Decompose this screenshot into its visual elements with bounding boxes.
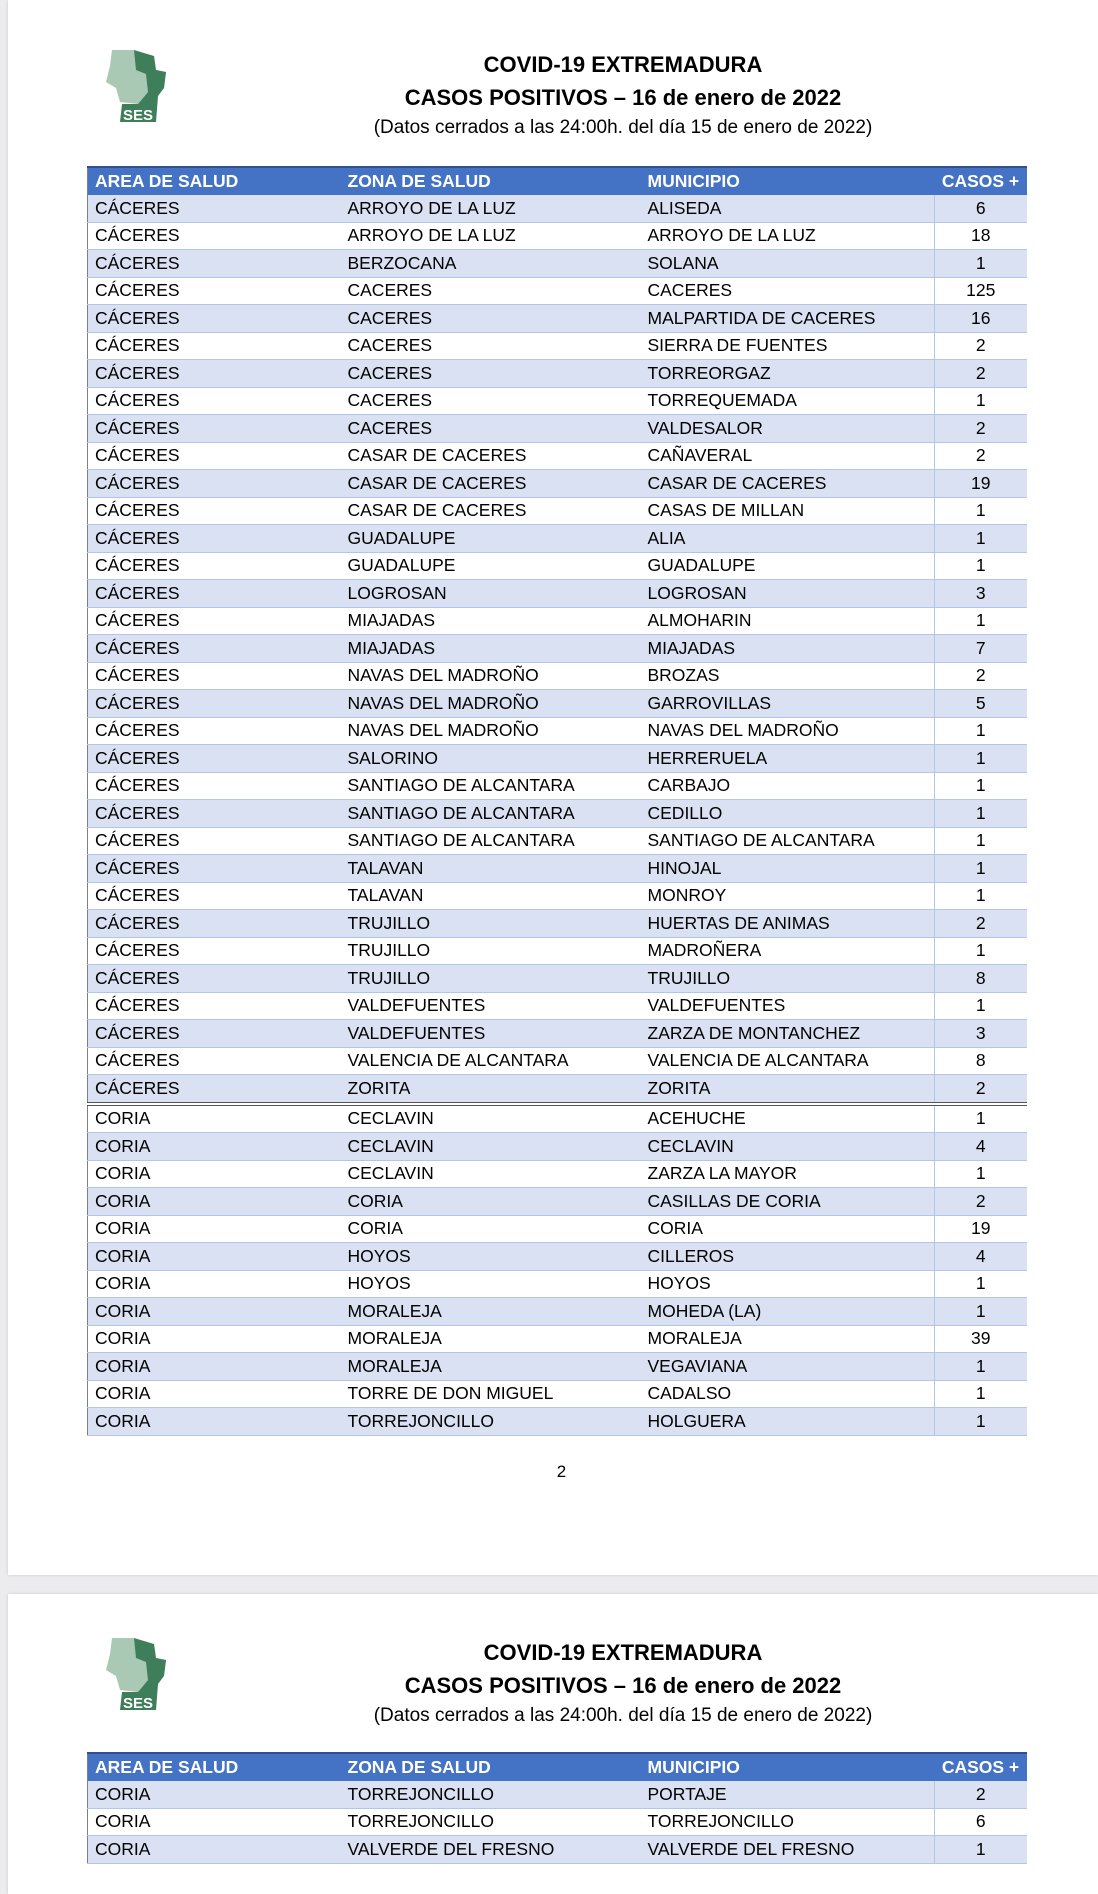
table-row — [88, 1298, 1027, 1326]
cell-area-de-salud: CÁCERES — [88, 635, 341, 663]
cell-casos: 2 — [935, 332, 1027, 360]
cell-casos: 1 — [935, 772, 1027, 800]
cell-municipio: ALMOHARIN — [641, 607, 935, 635]
cell-municipio: CASILLAS DE CORIA — [641, 1188, 935, 1216]
cell-zona-de-salud: SALORINO — [341, 745, 641, 773]
column-header-casos: CASOS + — [935, 1753, 1027, 1781]
cell-area-de-salud: CÁCERES — [88, 387, 341, 415]
cell-zona-de-salud: CACERES — [341, 332, 641, 360]
cell-municipio: ZARZA DE MONTANCHEZ — [641, 1020, 935, 1048]
cell-casos: 6 — [935, 195, 1027, 222]
cell-casos: 2 — [935, 415, 1027, 443]
cell-area-de-salud: CORIA — [88, 1270, 341, 1298]
cell-zona-de-salud: MORALEJA — [341, 1325, 641, 1353]
cell-area-de-salud: CÁCERES — [88, 690, 341, 718]
cell-zona-de-salud: CECLAVIN — [341, 1104, 641, 1133]
cell-area-de-salud: CORIA — [88, 1298, 341, 1326]
cell-casos: 1 — [935, 882, 1027, 910]
cell-zona-de-salud: VALDEFUENTES — [341, 1020, 641, 1048]
cell-zona-de-salud: MIAJADAS — [341, 635, 641, 663]
table-row — [88, 277, 1027, 305]
document-page-2 — [8, 1594, 1098, 1894]
cell-municipio: TRUJILLO — [641, 965, 935, 993]
cell-zona-de-salud: HOYOS — [341, 1270, 641, 1298]
cell-municipio: MIAJADAS — [641, 635, 935, 663]
cell-casos: 2 — [935, 910, 1027, 938]
table-row — [88, 1781, 1027, 1808]
cell-zona-de-salud: TORREJONCILLO — [341, 1781, 641, 1808]
cell-area-de-salud: CORIA — [88, 1133, 341, 1161]
cell-casos: 19 — [935, 1215, 1027, 1243]
cell-casos: 1 — [935, 387, 1027, 415]
cell-casos: 18 — [935, 222, 1027, 250]
cell-casos: 1 — [935, 1836, 1027, 1864]
cell-zona-de-salud: GUADALUPE — [341, 552, 641, 580]
cell-area-de-salud: CÁCERES — [88, 580, 341, 608]
cell-zona-de-salud: TRUJILLO — [341, 965, 641, 993]
cell-casos: 1 — [935, 937, 1027, 965]
cell-casos: 1 — [935, 1270, 1027, 1298]
cell-zona-de-salud: MIAJADAS — [341, 607, 641, 635]
cell-municipio: GARROVILLAS — [641, 690, 935, 718]
cell-zona-de-salud: ARROYO DE LA LUZ — [341, 195, 641, 222]
table-row — [88, 910, 1027, 938]
cell-area-de-salud: CÁCERES — [88, 442, 341, 470]
table-row — [88, 745, 1027, 773]
table-row — [88, 1075, 1027, 1104]
cell-municipio: GUADALUPE — [641, 552, 935, 580]
cell-area-de-salud: CÁCERES — [88, 360, 341, 388]
document-title: COVID-19 EXTREMADURA — [483, 52, 763, 77]
table-row — [88, 580, 1027, 608]
cell-zona-de-salud: TRUJILLO — [341, 937, 641, 965]
cell-municipio: HOLGUERA — [641, 1408, 935, 1436]
cell-municipio: ACEHUCHE — [641, 1104, 935, 1133]
cell-municipio: CAÑAVERAL — [641, 442, 935, 470]
cell-area-de-salud: CORIA — [88, 1188, 341, 1216]
cell-municipio: MADROÑERA — [641, 937, 935, 965]
cell-zona-de-salud: NAVAS DEL MADROÑO — [341, 717, 641, 745]
cell-casos: 2 — [935, 1781, 1027, 1808]
column-header-area: AREA DE SALUD — [88, 1753, 341, 1781]
cell-zona-de-salud: CORIA — [341, 1188, 641, 1216]
table-row — [88, 772, 1027, 800]
table-row — [88, 662, 1027, 690]
cell-municipio: CEDILLO — [641, 800, 935, 828]
cell-casos: 1 — [935, 1408, 1027, 1436]
document-header — [8, 48, 1098, 141]
table-row — [88, 1353, 1027, 1381]
table-row — [88, 1808, 1027, 1836]
column-header-casos: CASOS + — [935, 167, 1027, 195]
cell-area-de-salud: CÁCERES — [88, 800, 341, 828]
cell-casos: 2 — [935, 360, 1027, 388]
cell-area-de-salud: CÁCERES — [88, 937, 341, 965]
cell-area-de-salud: CÁCERES — [88, 1020, 341, 1048]
cases-table-page-1 — [87, 166, 1027, 1436]
cell-area-de-salud: CORIA — [88, 1325, 341, 1353]
table-row — [88, 332, 1027, 360]
cell-casos: 1 — [935, 1353, 1027, 1381]
cell-casos: 1 — [935, 1160, 1027, 1188]
table-row — [88, 552, 1027, 580]
cell-casos: 1 — [935, 800, 1027, 828]
table-row — [88, 1133, 1027, 1161]
table-row — [88, 1020, 1027, 1048]
svg-text:SES: SES — [122, 1695, 154, 1712]
cell-zona-de-salud: CACERES — [341, 277, 641, 305]
cell-municipio: LOGROSAN — [641, 580, 935, 608]
table-row — [88, 717, 1027, 745]
table-row — [88, 1047, 1027, 1075]
cell-zona-de-salud: NAVAS DEL MADROÑO — [341, 662, 641, 690]
cell-municipio: HINOJAL — [641, 855, 935, 883]
cell-casos: 16 — [935, 305, 1027, 333]
cell-municipio: TORREORGAZ — [641, 360, 935, 388]
cell-casos: 1 — [935, 607, 1027, 635]
table-row — [88, 607, 1027, 635]
table-row — [88, 222, 1027, 250]
document-note: (Datos cerrados a las 24:00h. del día 15 de enero de 2022) — [373, 117, 873, 138]
cell-municipio: SIERRA DE FUENTES — [641, 332, 935, 360]
cell-municipio: PORTAJE — [641, 1781, 935, 1808]
cell-area-de-salud: CÁCERES — [88, 882, 341, 910]
cell-zona-de-salud: CECLAVIN — [341, 1160, 641, 1188]
table-row — [88, 1836, 1027, 1864]
cell-area-de-salud: CÁCERES — [88, 772, 341, 800]
cell-municipio: MALPARTIDA DE CACERES — [641, 305, 935, 333]
column-header-municipio: MUNICIPIO — [641, 1753, 935, 1781]
cell-zona-de-salud: ARROYO DE LA LUZ — [341, 222, 641, 250]
cell-municipio: CACERES — [641, 277, 935, 305]
cell-zona-de-salud: TORREJONCILLO — [341, 1408, 641, 1436]
cell-area-de-salud: CORIA — [88, 1353, 341, 1381]
table-row — [88, 305, 1027, 333]
cell-area-de-salud: CÁCERES — [88, 552, 341, 580]
cell-zona-de-salud: CASAR DE CACERES — [341, 470, 641, 498]
cell-area-de-salud: CÁCERES — [88, 470, 341, 498]
cell-casos: 1 — [935, 1104, 1027, 1133]
cell-area-de-salud: CORIA — [88, 1781, 341, 1808]
cell-zona-de-salud: TALAVAN — [341, 855, 641, 883]
cases-table-page-2 — [87, 1752, 1027, 1864]
cell-casos: 1 — [935, 717, 1027, 745]
document-note: (Datos cerrados a las 24:00h. del día 15 de enero de 2022) — [373, 1705, 873, 1726]
cell-zona-de-salud: CACERES — [341, 387, 641, 415]
table-row — [88, 800, 1027, 828]
cell-area-de-salud: CÁCERES — [88, 332, 341, 360]
cell-zona-de-salud: CACERES — [341, 360, 641, 388]
cell-zona-de-salud: SANTIAGO DE ALCANTARA — [341, 800, 641, 828]
table-row — [88, 1408, 1027, 1436]
cell-casos: 1 — [935, 855, 1027, 883]
cell-zona-de-salud: VALDEFUENTES — [341, 992, 641, 1020]
cell-area-de-salud: CÁCERES — [88, 415, 341, 443]
cell-casos: 19 — [935, 470, 1027, 498]
cell-zona-de-salud: CACERES — [341, 415, 641, 443]
cell-municipio: SOLANA — [641, 250, 935, 278]
cell-casos: 1 — [935, 1298, 1027, 1326]
cell-area-de-salud: CÁCERES — [88, 965, 341, 993]
table-header-row — [88, 167, 1027, 195]
column-header-zona: ZONA DE SALUD — [341, 167, 641, 195]
column-header-area: AREA DE SALUD — [88, 167, 341, 195]
table-row — [88, 1243, 1027, 1271]
cell-area-de-salud: CÁCERES — [88, 910, 341, 938]
table-row — [88, 360, 1027, 388]
table-row — [88, 1104, 1027, 1133]
table-row — [88, 387, 1027, 415]
cell-municipio: VALENCIA DE ALCANTARA — [641, 1047, 935, 1075]
cell-area-de-salud: CÁCERES — [88, 1075, 341, 1104]
table-row — [88, 882, 1027, 910]
cell-municipio: BROZAS — [641, 662, 935, 690]
cell-municipio: CADALSO — [641, 1380, 935, 1408]
cell-area-de-salud: CÁCERES — [88, 277, 341, 305]
cell-zona-de-salud: CASAR DE CACERES — [341, 442, 641, 470]
cell-area-de-salud: CÁCERES — [88, 497, 341, 525]
cell-casos: 1 — [935, 250, 1027, 278]
table-row — [88, 1380, 1027, 1408]
cell-area-de-salud: CÁCERES — [88, 855, 341, 883]
cell-casos: 1 — [935, 525, 1027, 553]
cell-municipio: ALIA — [641, 525, 935, 553]
cell-area-de-salud: CÁCERES — [88, 827, 341, 855]
cell-area-de-salud: CÁCERES — [88, 607, 341, 635]
cell-area-de-salud: CÁCERES — [88, 717, 341, 745]
cell-area-de-salud: CORIA — [88, 1808, 341, 1836]
cell-municipio: ALISEDA — [641, 195, 935, 222]
cell-zona-de-salud: TRUJILLO — [341, 910, 641, 938]
cell-municipio: VALDEFUENTES — [641, 992, 935, 1020]
cell-municipio: ZORITA — [641, 1075, 935, 1104]
cell-municipio: MORALEJA — [641, 1325, 935, 1353]
cell-zona-de-salud: NAVAS DEL MADROÑO — [341, 690, 641, 718]
cell-casos: 3 — [935, 1020, 1027, 1048]
cell-casos: 1 — [935, 1380, 1027, 1408]
table-row — [88, 855, 1027, 883]
cell-municipio: HERRERUELA — [641, 745, 935, 773]
column-header-municipio: MUNICIPIO — [641, 167, 935, 195]
cell-municipio: HUERTAS DE ANIMAS — [641, 910, 935, 938]
cell-zona-de-salud: SANTIAGO DE ALCANTARA — [341, 772, 641, 800]
table-row — [88, 1188, 1027, 1216]
table-row — [88, 195, 1027, 222]
cell-area-de-salud: CÁCERES — [88, 745, 341, 773]
cell-zona-de-salud: VALENCIA DE ALCANTARA — [341, 1047, 641, 1075]
column-header-zona: ZONA DE SALUD — [341, 1753, 641, 1781]
svg-text:SES: SES — [122, 107, 154, 124]
cell-area-de-salud: CORIA — [88, 1215, 341, 1243]
cell-municipio: CASAR DE CACERES — [641, 470, 935, 498]
cell-municipio: CASAS DE MILLAN — [641, 497, 935, 525]
table-row — [88, 250, 1027, 278]
cell-area-de-salud: CORIA — [88, 1104, 341, 1133]
cell-municipio: CORIA — [641, 1215, 935, 1243]
cell-municipio: VALDESALOR — [641, 415, 935, 443]
cell-zona-de-salud: TORREJONCILLO — [341, 1808, 641, 1836]
cell-casos: 1 — [935, 827, 1027, 855]
table-row — [88, 497, 1027, 525]
table-row — [88, 525, 1027, 553]
cell-zona-de-salud: CASAR DE CACERES — [341, 497, 641, 525]
table-row — [88, 965, 1027, 993]
document-subtitle: CASOS POSITIVOS – 16 de enero de 2022 — [404, 1673, 842, 1698]
cell-zona-de-salud: CACERES — [341, 305, 641, 333]
table-row — [88, 470, 1027, 498]
table-row — [88, 937, 1027, 965]
cell-area-de-salud: CÁCERES — [88, 222, 341, 250]
cell-municipio: CECLAVIN — [641, 1133, 935, 1161]
cell-casos: 2 — [935, 1075, 1027, 1104]
table-row — [88, 827, 1027, 855]
cell-casos: 5 — [935, 690, 1027, 718]
table-row — [88, 1325, 1027, 1353]
cell-municipio: VEGAVIANA — [641, 1353, 935, 1381]
cell-municipio: MOHEDA (LA) — [641, 1298, 935, 1326]
cell-zona-de-salud: MORALEJA — [341, 1353, 641, 1381]
table-row — [88, 690, 1027, 718]
cell-casos: 1 — [935, 497, 1027, 525]
cell-casos: 1 — [935, 552, 1027, 580]
table-row — [88, 1215, 1027, 1243]
cell-casos: 8 — [935, 965, 1027, 993]
cell-zona-de-salud: CECLAVIN — [341, 1133, 641, 1161]
cell-casos: 1 — [935, 745, 1027, 773]
cell-zona-de-salud: SANTIAGO DE ALCANTARA — [341, 827, 641, 855]
cell-casos: 4 — [935, 1133, 1027, 1161]
cell-municipio: ZARZA LA MAYOR — [641, 1160, 935, 1188]
cell-municipio: SANTIAGO DE ALCANTARA — [641, 827, 935, 855]
cell-casos: 8 — [935, 1047, 1027, 1075]
cell-casos: 39 — [935, 1325, 1027, 1353]
cell-municipio: HOYOS — [641, 1270, 935, 1298]
table-row — [88, 635, 1027, 663]
cell-area-de-salud: CÁCERES — [88, 662, 341, 690]
table-row — [88, 442, 1027, 470]
cell-municipio: CARBAJO — [641, 772, 935, 800]
cell-casos: 2 — [935, 442, 1027, 470]
cell-area-de-salud: CORIA — [88, 1380, 341, 1408]
table-row — [88, 992, 1027, 1020]
document-page-1 — [8, 0, 1098, 1575]
cell-casos: 2 — [935, 1188, 1027, 1216]
document-header — [8, 1636, 1098, 1729]
document-title: COVID-19 EXTREMADURA — [483, 1640, 763, 1665]
cell-casos: 4 — [935, 1243, 1027, 1271]
table-row — [88, 1270, 1027, 1298]
cell-zona-de-salud: ZORITA — [341, 1075, 641, 1104]
page-number: 2 — [556, 1462, 567, 1481]
cell-area-de-salud: CÁCERES — [88, 1047, 341, 1075]
cell-zona-de-salud: MORALEJA — [341, 1298, 641, 1326]
cell-municipio: MONROY — [641, 882, 935, 910]
cell-area-de-salud: CORIA — [88, 1836, 341, 1864]
cell-zona-de-salud: TORRE DE DON MIGUEL — [341, 1380, 641, 1408]
cell-area-de-salud: CÁCERES — [88, 250, 341, 278]
cell-area-de-salud: CORIA — [88, 1408, 341, 1436]
cell-zona-de-salud: LOGROSAN — [341, 580, 641, 608]
cell-zona-de-salud: GUADALUPE — [341, 525, 641, 553]
cell-zona-de-salud: BERZOCANA — [341, 250, 641, 278]
cell-municipio: TORREQUEMADA — [641, 387, 935, 415]
document-subtitle: CASOS POSITIVOS – 16 de enero de 2022 — [404, 85, 842, 110]
table-row — [88, 1160, 1027, 1188]
cell-area-de-salud: CORIA — [88, 1160, 341, 1188]
cell-municipio: CILLEROS — [641, 1243, 935, 1271]
cell-area-de-salud: CÁCERES — [88, 525, 341, 553]
cell-zona-de-salud: TALAVAN — [341, 882, 641, 910]
cell-casos: 1 — [935, 992, 1027, 1020]
cell-zona-de-salud: HOYOS — [341, 1243, 641, 1271]
cell-zona-de-salud: CORIA — [341, 1215, 641, 1243]
cell-casos: 7 — [935, 635, 1027, 663]
cell-area-de-salud: CÁCERES — [88, 305, 341, 333]
cell-area-de-salud: CORIA — [88, 1243, 341, 1271]
cell-area-de-salud: CÁCERES — [88, 195, 341, 222]
cell-municipio: VALVERDE DEL FRESNO — [641, 1836, 935, 1864]
cell-area-de-salud: CÁCERES — [88, 992, 341, 1020]
cell-municipio: TORREJONCILLO — [641, 1808, 935, 1836]
cell-municipio: NAVAS DEL MADROÑO — [641, 717, 935, 745]
cell-municipio: ARROYO DE LA LUZ — [641, 222, 935, 250]
table-row — [88, 415, 1027, 443]
cell-casos: 125 — [935, 277, 1027, 305]
table-header-row — [88, 1753, 1027, 1781]
cell-zona-de-salud: VALVERDE DEL FRESNO — [341, 1836, 641, 1864]
cell-casos: 3 — [935, 580, 1027, 608]
cell-casos: 6 — [935, 1808, 1027, 1836]
cell-casos: 2 — [935, 662, 1027, 690]
